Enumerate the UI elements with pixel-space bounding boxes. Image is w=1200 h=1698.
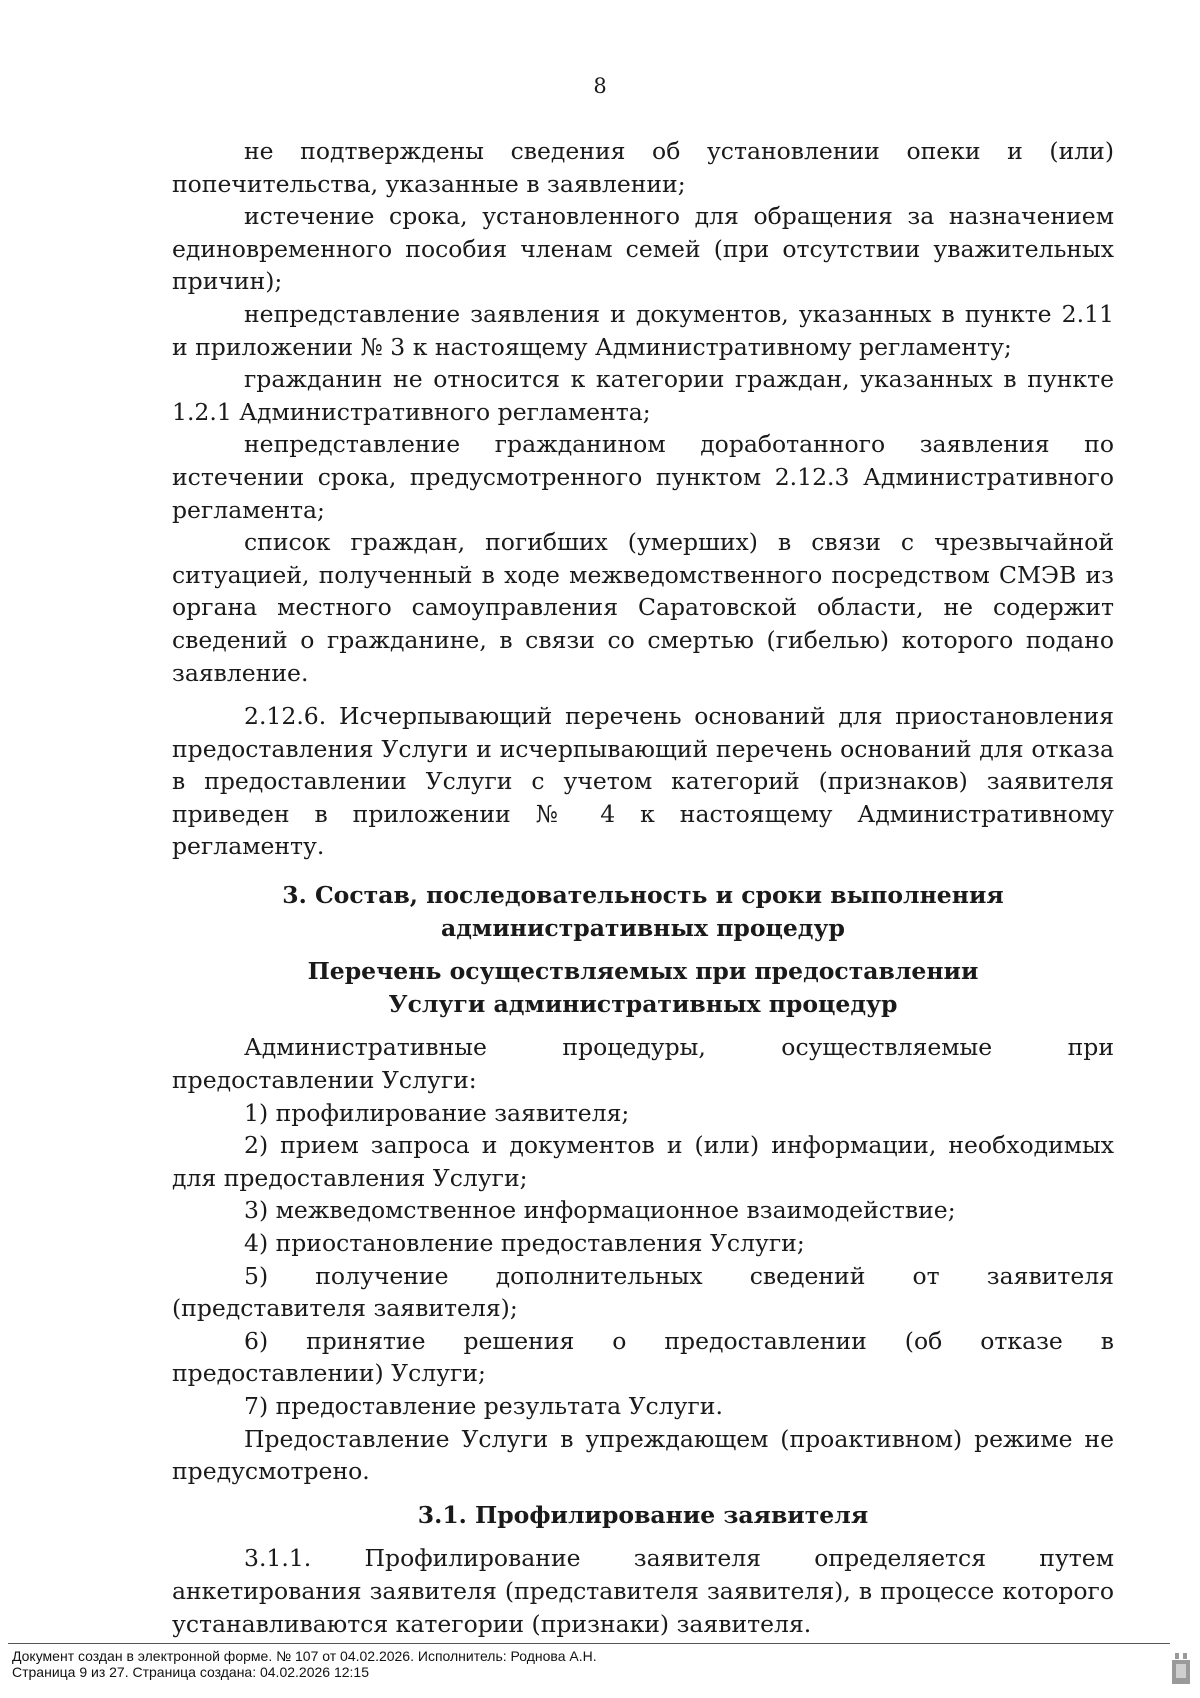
list-item: 1) профилирование заявителя;: [244, 1098, 630, 1127]
paragraph: Административные процедуры, осуществляемые при предоставлении Услуги:: [172, 1033, 1114, 1095]
list-item: 7) предоставление результата Услуги.: [244, 1391, 723, 1420]
section-3-1-heading: 3.1. Профилирование заявителя: [417, 1500, 869, 1529]
paragraph: гражданин не относится к категории граждан, указанных в пункте 1.2.1 Административного регламента;: [172, 365, 1114, 426]
document-body: [172, 135, 1114, 1640]
spacer: [172, 689, 1114, 700]
paragraph: истечение срока, установленного для обращения за назначением единовременного пособия членам семей (при отсутствии уважительных причин);: [172, 202, 1114, 296]
footer-line-2: Страница 9 из 27. Страница создана: 04.02.2026 12:15: [12, 1664, 369, 1680]
list-item: 3) межведомственное информационное взаимодействие;: [244, 1196, 956, 1225]
paragraph: не подтверждены сведения об установлении опеки и (или) попечительства, указанные в заявлении;: [172, 137, 1114, 198]
paragraph: непредставление гражданином доработанного заявления по истечении срока, предусмотренного пунктом 2.12.3 Административного регламента;: [172, 430, 1114, 524]
paragraph: непредставление заявления и документов, указанных в пункте 2.11 и приложении № 3 к настоящему Административному регламенту;: [172, 299, 1114, 361]
spacer: [172, 863, 1114, 879]
section-3-heading: 3. Состав, последовательность и сроки выполнения административных процедур: [282, 881, 1004, 942]
document-footer: [12, 1648, 597, 1680]
paragraph-3-1-1: 3.1.1. Профилирование заявителя определяется путем анкетирования заявителя (представителя заявителя), в процессе которого устанавливаются категории (признаки) заявителя.: [172, 1544, 1114, 1638]
footer-line-1: Документ создан в электронной форме. № 107 от 04.02.2026. Исполнитель: Роднова А.Н.: [12, 1648, 597, 1664]
list-item: 4) приостановление предоставления Услуги;: [244, 1229, 805, 1257]
spacer: [172, 1020, 1114, 1031]
footer-divider: [8, 1643, 1170, 1644]
list-item: 5) получение дополнительных сведений от заявителя (представителя заявителя);: [172, 1261, 1114, 1323]
list-item: 2) прием запроса и документов и (или) информации, необходимых для предоставления Услуги;: [172, 1131, 1114, 1192]
section-3-subheading: Перечень осуществляемых при предоставлении Услуги административных процедур: [307, 957, 979, 1018]
spacer: [172, 1531, 1114, 1542]
spacer: [172, 1488, 1114, 1499]
paragraph: список граждан, погибших (умерших) в связи с чрезвычайной ситуацией, полученный в ходе межведомственного посредством СМЭВ из органа местного самоуправления Саратовской области, не содержит сведений о гражданине, в связи со смертью (гибелью) которого подано заявление.: [172, 528, 1114, 687]
paragraph-2-12-6: 2.12.6. Исчерпывающий перечень оснований для приостановления предоставления Услуги и исчерпывающий перечень оснований для отказа в предоставлении Услуги с учетом категорий (признаков) заявителя приведен в приложении № 4 к настоящему Административному регламенту.: [172, 702, 1114, 861]
page-number: 8: [593, 74, 607, 98]
paragraph: Предоставление Услуги в упреждающем (проактивном) режиме не предусмотрено.: [172, 1424, 1114, 1486]
spacer: [172, 944, 1114, 955]
seal-icon: [1170, 1650, 1192, 1686]
list-item: 6) принятие решения о предоставлении (об отказе в предоставлении) Услуги;: [172, 1326, 1114, 1388]
